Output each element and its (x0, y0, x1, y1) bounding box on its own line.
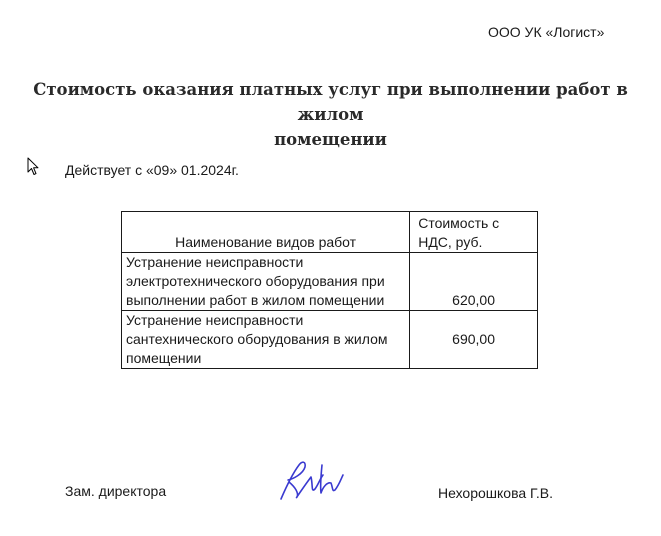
handwritten-signature (275, 455, 355, 505)
price-table (121, 211, 538, 369)
signatory-name: Нехорошкова Г.В. (438, 485, 554, 501)
title-line-2: помещении (274, 130, 387, 149)
effective-date: Действует с «09» 01.2024г. (65, 162, 239, 178)
column-header-cost-line1: Стоимость с (418, 215, 500, 231)
column-header-service: Наименование видов работ (122, 212, 410, 253)
table-row (122, 253, 538, 311)
title-line-1: Стоимость оказания платных услуг при выполнении работ в жилом (33, 80, 628, 124)
signatory-position: Зам. директора (65, 483, 167, 499)
column-header-cost-line2: НДС, руб. (418, 234, 483, 250)
table-row (122, 311, 538, 369)
service-name: Устранение неисправности электротехнического оборудования при выполнении работ в жилом помещении (122, 253, 410, 311)
service-price: 690,00 (410, 311, 538, 369)
service-name: Устранение неисправности сантехнического оборудования в жилом помещении (122, 311, 410, 369)
service-price: 620,00 (410, 253, 538, 311)
column-header-cost (410, 212, 538, 253)
company-name: ООО УК «Логист» (488, 24, 605, 40)
document-title (0, 77, 661, 152)
table-header-row (122, 212, 538, 253)
mouse-pointer-icon (27, 157, 39, 176)
